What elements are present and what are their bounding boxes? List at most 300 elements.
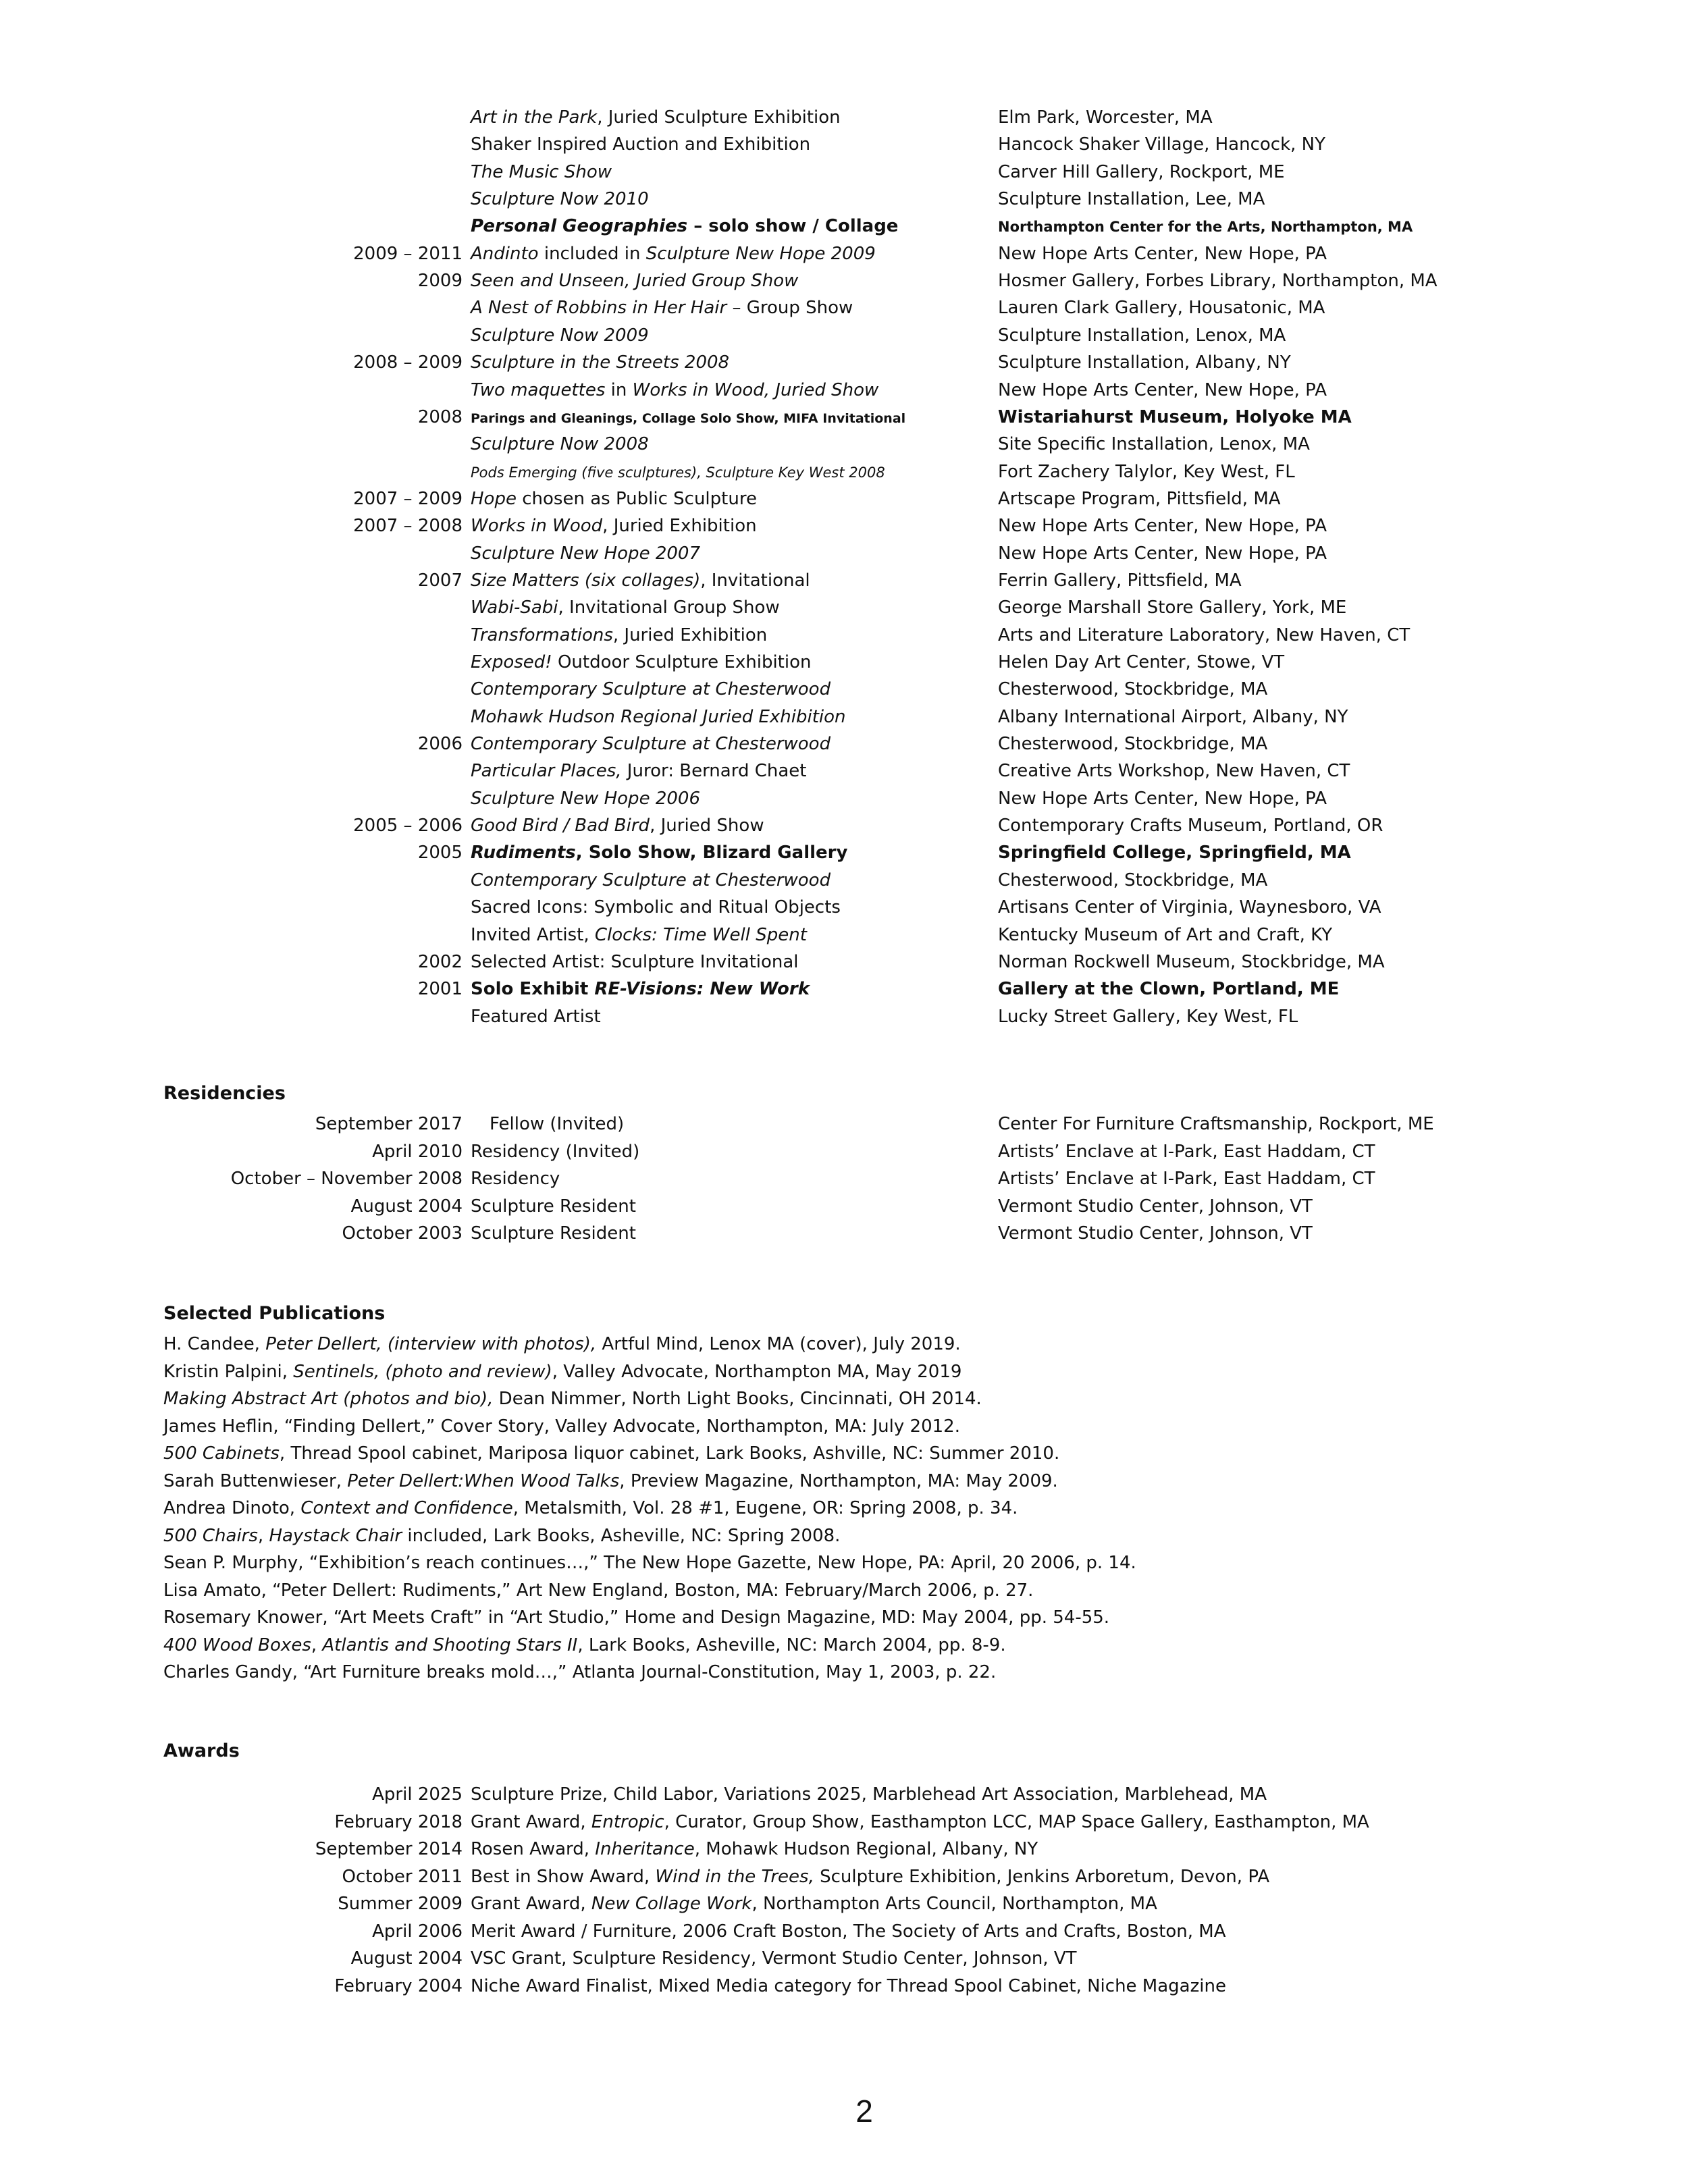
text-segment: Artful Mind, Lenox MA (cover), July 2019. (596, 1334, 961, 1354)
residency-row (0, 1193, 1688, 1220)
entry-description (471, 294, 853, 321)
entry-location (998, 1111, 1434, 1138)
text-segment: , Thread Spool cabinet, Mariposa liquor cabinet, Lark Books, Ashville, NC: Summer 2010. (279, 1443, 1060, 1464)
text-segment: Transformations (471, 624, 613, 645)
exhibition-row (0, 730, 1688, 757)
text-segment: Size Matters (six collages) (471, 570, 701, 591)
entry-location (998, 485, 1281, 512)
entry-date: October 2003 (342, 1223, 463, 1244)
entry-date: September 2014 (315, 1839, 463, 1859)
publication-item (163, 1468, 1058, 1495)
exhibition-row (0, 213, 1688, 240)
entry-description (471, 322, 649, 349)
entry-location (998, 1165, 1375, 1192)
exhibition-row (0, 540, 1688, 567)
entry-description (471, 730, 830, 757)
text-segment: New Hope Arts Center, New Hope, PA (998, 379, 1327, 400)
entry-location (998, 349, 1291, 376)
entry-description (471, 1973, 1226, 2000)
entry-description (471, 757, 806, 784)
text-segment: James Heflin, “Finding Dellert,” Cover Story, Valley Advocate, Northampton, MA: July 2012. (163, 1416, 960, 1437)
text-segment: Featured Artist (471, 1006, 601, 1027)
text-segment: Chesterwood, Stockbridge, MA (998, 870, 1268, 890)
text-segment: Outdoor Sculpture Exhibition (552, 652, 812, 672)
text-segment: Entropic (591, 1811, 664, 1832)
entry-location (998, 131, 1325, 158)
exhibition-row (0, 377, 1688, 404)
publication-item (163, 1549, 1136, 1576)
entry-description (471, 377, 878, 404)
exhibition-row (0, 485, 1688, 512)
publication-item (163, 1522, 840, 1549)
text-segment: , Northampton Arts Council, Northampton, MA (751, 1894, 1157, 1914)
text-segment: VSC Grant, Sculpture Residency, Vermont Studio Center, Johnson, VT (471, 1948, 1077, 1969)
text-segment: Sculpture Now 2009 (471, 325, 649, 346)
text-segment: Creative Arts Workshop, New Haven, CT (998, 761, 1350, 782)
entry-location (998, 594, 1346, 621)
award-row (0, 1973, 1688, 2000)
entry-description (471, 594, 780, 621)
entry-description (471, 431, 649, 458)
publication-item (163, 1331, 961, 1358)
award-row (0, 1918, 1688, 1945)
text-segment: Kentucky Museum of Art and Craft, KY (998, 924, 1333, 945)
text-segment: Residency (Invited) (471, 1141, 640, 1162)
awards-heading: Awards (163, 1740, 240, 1761)
text-segment: Arts and Literature Laboratory, New Haven, CT (998, 624, 1410, 645)
text-segment: chosen as Public Sculpture (516, 488, 757, 509)
text-segment: Juror: Bernard Chaet (621, 761, 807, 782)
text-segment: 500 Cabinets (163, 1443, 280, 1464)
entry-description (471, 785, 700, 812)
entry-description (471, 976, 810, 1003)
text-segment: Best in Show Award, (471, 1866, 656, 1887)
text-segment: Atlantis and Shooting Stars II (322, 1634, 578, 1655)
entry-location (998, 812, 1383, 839)
residency-row (0, 1220, 1688, 1247)
text-segment: Niche Award Finalist, Mixed Media category for Thread Spool Cabinet, Niche Magazine (471, 1975, 1226, 1996)
entry-description (471, 404, 905, 432)
text-segment: Seen and Unseen, Juried Group Show (471, 271, 799, 292)
entry-location (998, 1138, 1375, 1165)
residency-row (0, 1138, 1688, 1165)
text-segment: Mohawk Hudson Regional Juried Exhibition (471, 706, 846, 727)
text-segment: Hancock Shaker Village, Hancock, NY (998, 134, 1325, 155)
text-segment: 400 Wood Boxes (163, 1634, 311, 1655)
text-segment: – solo show / Collage (687, 216, 899, 237)
text-segment: Fellow (Invited) (490, 1114, 625, 1134)
entry-description (471, 649, 811, 676)
text-segment: Contemporary Crafts Museum, Portland, OR (998, 816, 1383, 836)
text-segment: Chesterwood, Stockbridge, MA (998, 679, 1268, 700)
text-segment: Contemporary Sculpture at Chesterwood (471, 870, 831, 890)
text-segment: Parings and Gleanings, Collage Solo Show, MIFA Invitational (471, 410, 906, 426)
text-segment: , Invitational Group Show (558, 597, 780, 618)
exhibition-row (0, 757, 1688, 784)
entry-date: 2006 (417, 734, 463, 755)
text-segment: Site Specific Installation, Lenox, MA (998, 434, 1310, 455)
entry-date: August 2004 (350, 1196, 463, 1217)
text-segment: Merit Award / Furniture, 2006 Craft Boston, The Society of Arts and Crafts, Boston, MA (471, 1921, 1226, 1942)
entry-date: 2005 (417, 843, 463, 863)
text-segment: Sculpture Installation, Lenox, MA (998, 325, 1286, 346)
exhibition-row (0, 104, 1688, 131)
entry-date: September 2017 (315, 1114, 463, 1134)
publication-item (163, 1659, 996, 1686)
exhibition-row (0, 240, 1688, 267)
text-segment: Sean P. Murphy, “Exhibition’s reach continues…,” The New Hope Gazette, New Hope, PA: April, 20 2006, p. 14. (163, 1553, 1136, 1573)
text-segment: Sacred Icons: Symbolic and Ritual Objects (471, 897, 841, 918)
entry-date: 2009 – 2011 (353, 243, 463, 264)
entry-location (998, 757, 1350, 784)
entry-location (998, 730, 1267, 757)
text-segment: Hosmer Gallery, Forbes Library, Northampton, MA (998, 271, 1438, 292)
text-segment: Springfield College, Springfield, MA (998, 843, 1351, 863)
entry-description (471, 540, 700, 567)
text-segment: Ferrin Gallery, Pittsfield, MA (998, 570, 1242, 591)
text-segment: Exposed! (471, 652, 552, 672)
exhibition-row (0, 649, 1688, 676)
text-segment: A Nest of Robbins in Her Hair (471, 298, 727, 319)
publication-item (163, 1413, 960, 1440)
exhibition-row (0, 131, 1688, 158)
entry-description (471, 812, 764, 839)
text-segment: Lucky Street Gallery, Key West, FL (998, 1006, 1298, 1027)
text-segment: Sculpture Resident (471, 1196, 636, 1217)
text-segment: Charles Gandy, “Art Furniture breaks mold…,” Atlanta Journal-Constitution, May 1, 2003, p. 22. (163, 1662, 997, 1682)
text-segment: Helen Day Art Center, Stowe, VT (998, 652, 1285, 672)
text-segment: Kristin Palpini, (163, 1361, 294, 1382)
text-segment: Contemporary Sculpture at Chesterwood (471, 679, 831, 700)
entry-location (998, 785, 1327, 812)
text-segment: Sculpture Resident (471, 1223, 636, 1244)
text-segment: Vermont Studio Center, Johnson, VT (998, 1223, 1313, 1244)
text-segment: Sculpture in the Streets 2008 (471, 352, 730, 373)
entry-description (471, 349, 729, 376)
exhibition-row (0, 294, 1688, 321)
entry-date: April 2025 (372, 1784, 463, 1805)
entry-description (471, 186, 649, 213)
text-segment: Northampton Center for the Arts, Northampton, MA (998, 219, 1413, 236)
text-segment: Sculpture New Hope 2009 (645, 243, 876, 264)
text-segment: Lisa Amato, “Peter Dellert: Rudiments,” Art New England, Boston, MA: February/March 2006, p. 27. (163, 1580, 1034, 1601)
publication-item (163, 1577, 1033, 1604)
entry-description (471, 894, 841, 921)
entry-description (471, 1003, 601, 1030)
publication-item (163, 1440, 1059, 1467)
publication-item (163, 1495, 1018, 1522)
text-segment: The Music Show (471, 161, 612, 182)
exhibition-row (0, 349, 1688, 376)
entry-description (471, 622, 767, 649)
entry-description (471, 267, 798, 294)
entry-date: April 2006 (372, 1921, 463, 1942)
entry-location (998, 458, 1295, 485)
entry-description (471, 922, 807, 949)
text-segment: Art in the Park (471, 107, 598, 128)
entry-date: 2008 (417, 406, 463, 427)
entry-description (471, 1781, 1267, 1808)
award-row (0, 1945, 1688, 1972)
text-segment: New Hope Arts Center, New Hope, PA (998, 543, 1327, 564)
entry-location (998, 703, 1348, 730)
entry-location (998, 512, 1327, 539)
text-segment: Sculpture Installation, Lee, MA (998, 189, 1265, 210)
entry-description (471, 104, 841, 131)
exhibition-row (0, 1003, 1688, 1030)
text-segment: , Mohawk Hudson Regional, Albany, NY (694, 1839, 1038, 1859)
entry-description (471, 159, 612, 186)
entry-location (998, 867, 1267, 894)
text-segment: Clocks: Time Well Spent (594, 924, 807, 945)
text-segment: Haystack Chair (269, 1525, 402, 1546)
entry-date: February 2004 (334, 1975, 463, 1996)
text-segment: Two maquettes (471, 379, 606, 400)
exhibition-row (0, 458, 1688, 485)
text-segment: George Marshall Store Gallery, York, ME (998, 597, 1347, 618)
exhibition-row (0, 512, 1688, 539)
entry-description (471, 1890, 1157, 1917)
text-segment: Rudiments (471, 843, 576, 863)
text-segment: Shaker Inspired Auction and Exhibition (471, 134, 811, 155)
entry-description (471, 512, 757, 539)
text-segment: – Group Show (727, 298, 853, 319)
entry-location (998, 976, 1339, 1003)
entry-description (471, 1809, 1369, 1836)
text-segment: Particular Places, (471, 761, 622, 782)
text-segment: Solo Exhibit (471, 979, 595, 1000)
text-segment: , Curator, Group Show, Easthampton LCC, MAP Space Gallery, Easthampton, MA (664, 1811, 1369, 1832)
entry-description (471, 1138, 639, 1165)
text-segment: Andinto (471, 243, 539, 264)
text-segment: , Juried Show (650, 816, 764, 836)
text-segment: , Solo Show, Blizard Gallery (575, 843, 848, 863)
entry-location (998, 294, 1325, 321)
exhibition-row (0, 949, 1688, 976)
entry-location (998, 104, 1213, 131)
text-segment: Making Abstract Art (photos and bio), (163, 1389, 494, 1409)
text-segment: Dean Nimmer, North Light Books, Cincinnati, OH 2014. (493, 1389, 982, 1409)
residency-row (0, 1165, 1688, 1192)
text-segment: Hope (471, 488, 517, 509)
entry-description (471, 1836, 1038, 1863)
text-segment: Artists’ Enclave at I-Park, East Haddam, CT (998, 1169, 1375, 1189)
text-segment: , Invitational (700, 570, 810, 591)
text-segment: included, Lark Books, Asheville, NC: Spring 2008. (402, 1525, 841, 1546)
publications-heading: Selected Publications (163, 1303, 386, 1324)
text-segment: Good Bird / Bad Bird (471, 816, 650, 836)
entry-date: 2005 – 2006 (353, 816, 463, 836)
text-segment: , (311, 1634, 323, 1655)
entry-description (471, 458, 885, 486)
entry-description (471, 703, 846, 730)
text-segment: Invited Artist, (471, 924, 595, 945)
entry-location (998, 1003, 1298, 1030)
entry-location (998, 949, 1385, 976)
text-segment: , Valley Advocate, Northampton MA, May 2019 (552, 1361, 962, 1382)
text-segment: Center For Furniture Craftsmanship, Rockport, ME (998, 1114, 1434, 1134)
text-segment: Rosemary Knower, “Art Meets Craft” in “Art Studio,” Home and Design Magazine, MD: May 2004, pp. 54-55. (163, 1607, 1110, 1628)
entry-description (471, 131, 810, 158)
entry-location (998, 159, 1285, 186)
residency-row (0, 1111, 1688, 1138)
text-segment: Pods Emerging (five sculptures), Sculpture Key West 2008 (471, 464, 885, 481)
entry-date: 2007 – 2009 (353, 488, 463, 509)
exhibition-row (0, 676, 1688, 703)
text-segment: Fort Zachery Talylor, Key West, FL (998, 461, 1295, 482)
entry-description (471, 1918, 1226, 1945)
entry-location (998, 567, 1242, 594)
entry-location (998, 404, 1352, 431)
text-segment: Chesterwood, Stockbridge, MA (998, 734, 1268, 755)
exhibition-row (0, 785, 1688, 812)
entry-date: February 2018 (334, 1811, 463, 1832)
entry-location (998, 431, 1310, 458)
text-segment: Grant Award, (471, 1811, 591, 1832)
entry-location (998, 922, 1332, 949)
exhibition-row (0, 186, 1688, 213)
entry-location (998, 322, 1286, 349)
exhibition-row (0, 703, 1688, 730)
entry-description (490, 1111, 624, 1138)
entry-location (998, 676, 1267, 703)
exhibition-row (0, 894, 1688, 921)
exhibition-row (0, 267, 1688, 294)
text-segment: Works in Wood, Juried Show (632, 379, 879, 400)
award-row (0, 1836, 1688, 1863)
entry-description (471, 867, 830, 894)
entry-location (998, 649, 1284, 676)
text-segment: Sculpture Prize, Child Labor, Variations 2025, Marblehead Art Association, Marblehead, MA (471, 1784, 1267, 1805)
entry-date: Summer 2009 (338, 1894, 463, 1914)
text-segment: New Hope Arts Center, New Hope, PA (998, 243, 1327, 264)
publication-item (163, 1358, 961, 1385)
text-segment: in (605, 379, 633, 400)
entry-description (471, 485, 757, 512)
text-segment: Peter Dellert, (interview with photos), (265, 1334, 597, 1354)
entry-date: 2001 (417, 979, 463, 1000)
exhibition-row (0, 839, 1688, 866)
exhibition-row (0, 976, 1688, 1003)
exhibition-row (0, 431, 1688, 458)
text-segment: Rosen Award, (471, 1839, 596, 1859)
text-segment: Wind in the Trees, (655, 1866, 814, 1887)
text-segment: , Juried Exhibition (602, 516, 757, 537)
text-segment: Inheritance (595, 1839, 695, 1859)
text-segment: Personal Geographies (471, 216, 688, 237)
exhibition-row (0, 867, 1688, 894)
exhibition-row (0, 922, 1688, 949)
entry-description (471, 213, 898, 240)
text-segment: Gallery at the Clown, Portland, ME (998, 979, 1340, 1000)
text-segment: 500 Chairs (163, 1525, 258, 1546)
entry-date: 2008 – 2009 (353, 352, 463, 373)
entry-description (471, 949, 799, 976)
text-segment: Selected Artist: Sculpture Invitational (471, 951, 799, 972)
text-segment: , Metalsmith, Vol. 28 #1, Eugene, OR: Spring 2008, p. 34. (512, 1498, 1018, 1518)
text-segment: Sentinels, (photo and review) (293, 1361, 552, 1382)
text-segment: Carver Hill Gallery, Rockport, ME (998, 161, 1285, 182)
text-segment: , (257, 1525, 269, 1546)
text-segment: Wabi-Sabi (471, 597, 558, 618)
text-segment: , Lark Books, Asheville, NC: March 2004, pp. 8-9. (577, 1634, 1006, 1655)
entry-date: August 2004 (350, 1948, 463, 1969)
text-segment: , Juried Sculpture Exhibition (597, 107, 841, 128)
text-segment: Sculpture New Hope 2006 (471, 788, 700, 809)
entry-location (998, 894, 1381, 921)
entry-location (998, 377, 1327, 404)
entry-description (471, 1165, 560, 1192)
award-row (0, 1781, 1688, 1808)
entry-description (471, 676, 830, 703)
entry-description (471, 1193, 636, 1220)
text-segment: New Hope Arts Center, New Hope, PA (998, 516, 1327, 537)
entry-location (998, 267, 1438, 294)
entry-description (471, 839, 847, 866)
text-segment: Residency (471, 1169, 560, 1189)
text-segment: Artists’ Enclave at I-Park, East Haddam, CT (998, 1141, 1375, 1162)
text-segment: Albany International Airport, Albany, NY (998, 706, 1348, 727)
publication-item (163, 1632, 1006, 1659)
text-segment: Norman Rockwell Museum, Stockbridge, MA (998, 951, 1385, 972)
exhibition-row (0, 322, 1688, 349)
residencies-heading: Residencies (163, 1083, 286, 1104)
entry-description (471, 1945, 1077, 1972)
text-segment: New Collage Work (591, 1894, 752, 1914)
text-segment: Artisans Center of Virginia, Waynesboro, VA (998, 897, 1381, 918)
text-segment: Lauren Clark Gallery, Housatonic, MA (998, 298, 1325, 319)
award-row (0, 1863, 1688, 1890)
entry-date: October – November 2008 (230, 1169, 463, 1189)
text-segment: New Hope Arts Center, New Hope, PA (998, 788, 1327, 809)
entry-description (471, 567, 810, 594)
entry-description (471, 1220, 636, 1247)
exhibition-row (0, 622, 1688, 649)
text-segment: , Preview Magazine, Northampton, MA: May 2009. (619, 1470, 1058, 1491)
entry-location (998, 622, 1410, 649)
text-segment: Grant Award, (471, 1894, 591, 1914)
entry-location (998, 1220, 1313, 1247)
exhibition-row (0, 567, 1688, 594)
publication-item (163, 1385, 982, 1412)
text-segment: , Juried Exhibition (612, 624, 768, 645)
text-segment: Wistariahurst Museum, Holyoke MA (998, 406, 1352, 427)
entry-location (998, 839, 1351, 866)
text-segment: Andrea Dinoto, (163, 1498, 301, 1518)
entry-location (998, 540, 1327, 567)
text-segment: Context and Confidence (300, 1498, 513, 1518)
entry-date: 2007 (417, 570, 463, 591)
entry-date: 2009 (417, 271, 463, 292)
text-segment: Peter Dellert:When Wood Talks (347, 1470, 620, 1491)
text-segment: included in (538, 243, 646, 264)
text-segment: Contemporary Sculpture at Chesterwood (471, 734, 831, 755)
entry-location (998, 240, 1327, 267)
text-segment: Sculpture Now 2010 (471, 189, 649, 210)
publication-item (163, 1604, 1109, 1631)
entry-location (998, 186, 1265, 213)
text-segment: Sculpture Now 2008 (471, 434, 649, 455)
text-segment: Sculpture Exhibition, Jenkins Arboretum, Devon, PA (814, 1866, 1270, 1887)
page-number: 2 (855, 2094, 873, 2129)
award-row (0, 1890, 1688, 1917)
exhibition-row (0, 159, 1688, 186)
entry-date: October 2011 (342, 1866, 463, 1887)
text-segment: Vermont Studio Center, Johnson, VT (998, 1196, 1313, 1217)
entry-date: April 2010 (372, 1141, 463, 1162)
entry-description (471, 1863, 1269, 1890)
award-row (0, 1809, 1688, 1836)
